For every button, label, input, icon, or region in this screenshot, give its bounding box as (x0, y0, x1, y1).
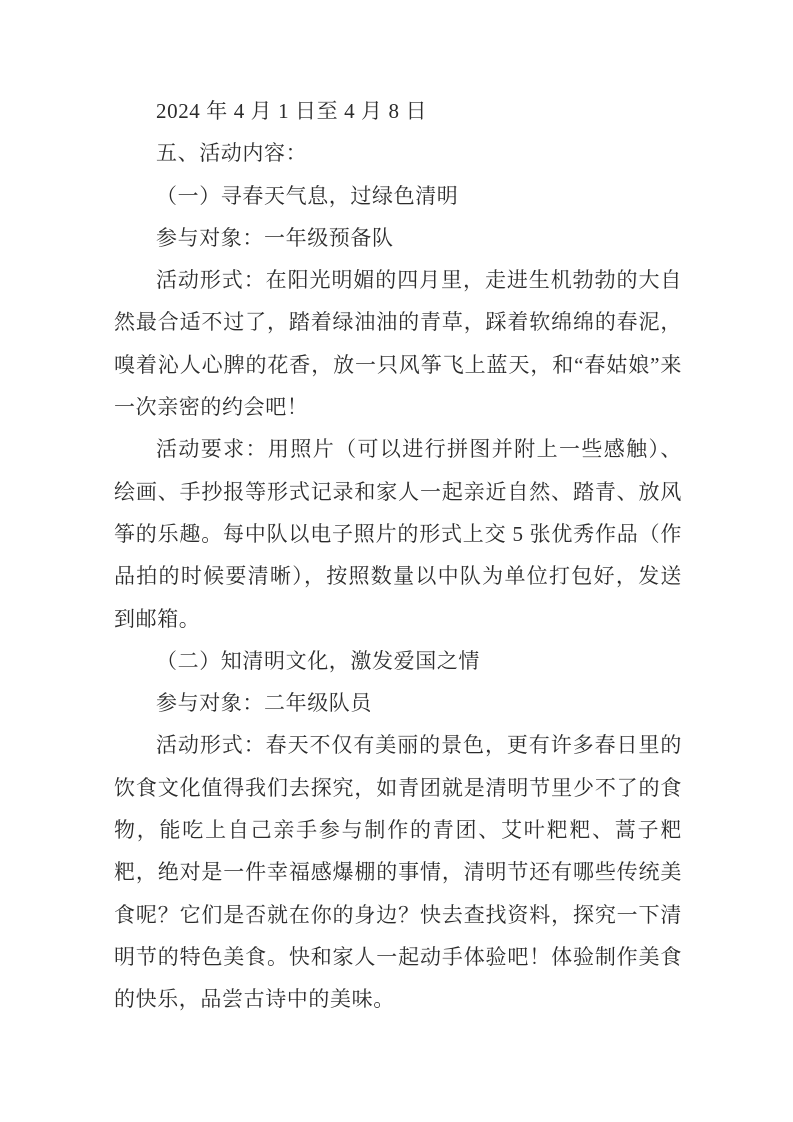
activity-one-requirements: 活动要求：用照片（可以进行拼图并附上一些感触）、绘画、手抄报等形式记录和家人一起亲近自然、踏青、放风筝的乐趣。每中队以电子照片的形式上交 5 张优秀作品（作品拍的时候要清晰），按照数量以中队为单位打包好，发送到邮箱。 (114, 437, 682, 631)
section-heading: 五、活动内容： (156, 141, 308, 166)
activity-two-participants: 参与对象：二年级队员 (156, 691, 372, 716)
activity-one-format: 活动形式：在阳光明媚的四月里，走进生机勃勃的大自然最合适不过了，踏着绿油油的青草，踩着软绵绵的春泥，嗅着沁人心脾的花香，放一只风筝飞上蓝天，和“春姑娘”来一次亲密的约会吧！ (114, 268, 682, 420)
activity-two-format: 活动形式：春天不仅有美丽的景色，更有许多春日里的饮食文化值得我们去探究，如青团就是清明节里少不了的食物，能吃上自己亲手参与制作的青团、艾叶粑粑、蒿子粑粑，绝对是一件幸福感爆棚的事情，清明节还有哪些传统美食呢？它们是否就在你的身边？快去查找资料，探究一下清明节的特色美食。快和家人一起动手体验吧！体验制作美食的快乐，品尝古诗中的美味。 (114, 733, 682, 1012)
document-text-block (114, 90, 682, 1021)
date-range-line: 2024 年 4 月 1 日至 4 月 8 日 (156, 99, 428, 123)
activity-one-participants: 参与对象：一年级预备队 (156, 225, 394, 250)
activity-two-title: （二）知清明文化，激发爱国之情 (156, 648, 480, 673)
activity-one-title: （一）寻春天气息，过绿色清明 (156, 183, 459, 208)
